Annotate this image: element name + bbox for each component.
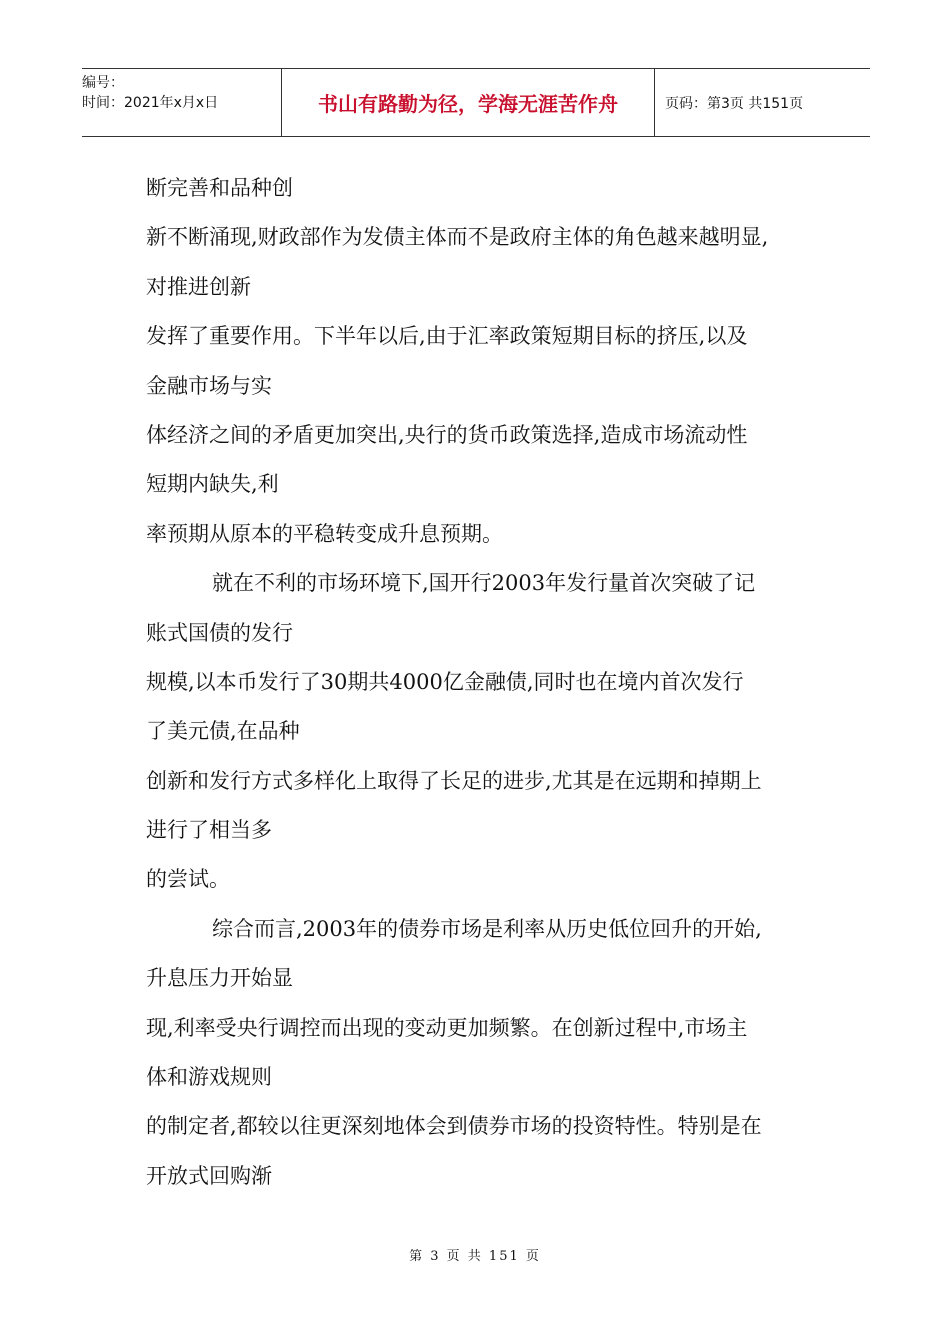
header-motto: 书山有路勤为径，学海无涯苦作舟 (282, 69, 655, 136)
text-line: 升息压力开始显 (146, 966, 293, 991)
text-line: 金融市场与实 (146, 373, 272, 398)
text-line: 账式国债的发行 (146, 620, 293, 645)
document-number-label: 编号： (82, 75, 124, 91)
header-page-number: 页码：第3页 共151页 (665, 95, 804, 112)
page-header (82, 68, 870, 137)
text-line: 发挥了重要作用。下半年以后,由于汇率政策短期目标的挤压,以及 (146, 324, 748, 349)
text-line: 创新和发行方式多样化上取得了长足的进步,尤其是在远期和掉期上 (146, 768, 762, 793)
text-line: 短期内缺失,利 (146, 472, 279, 497)
paragraph-start-line: 就在不利的市场环境下,国开行2003年发行量首次突破了记 (212, 571, 756, 596)
text-line: 率预期从原本的平稳转变成升息预期。 (146, 521, 503, 546)
text-line: 开放式回购渐 (146, 1163, 272, 1188)
text-line: 对推进创新 (146, 274, 251, 299)
page-footer: 第 3 页 共 151 页 (409, 1249, 541, 1264)
text-line: 了美元债,在品种 (146, 719, 300, 744)
text-line: 的制定者,都较以往更深刻地体会到债券市场的投资特性。特别是在 (146, 1114, 762, 1139)
text-line: 体和游戏规则 (146, 1065, 272, 1090)
header-info-cell (82, 69, 282, 136)
text-line: 断完善和品种创 (146, 176, 293, 200)
document-date-label: 时间：2021年x月x日 (82, 95, 219, 111)
document-body (146, 164, 826, 1201)
text-line: 现,利率受央行调控而出现的变动更加频繁。在创新过程中,市场主 (146, 1015, 748, 1040)
paragraph-start-line: 综合而言,2003年的债券市场是利率从历史低位回升的开始, (212, 916, 762, 941)
text-line: 体经济之间的矛盾更加突出,央行的货币政策选择,造成市场流动性 (146, 422, 748, 447)
text-line: 进行了相当多 (146, 818, 272, 843)
text-line: 的尝试。 (146, 867, 230, 892)
text-line: 规模,以本币发行了30期共4000亿金融债,同时也在境内首次发行 (146, 669, 744, 694)
text-line: 新不断涌现,财政部作为发债主体而不是政府主体的角色越来越明显, (146, 225, 769, 250)
